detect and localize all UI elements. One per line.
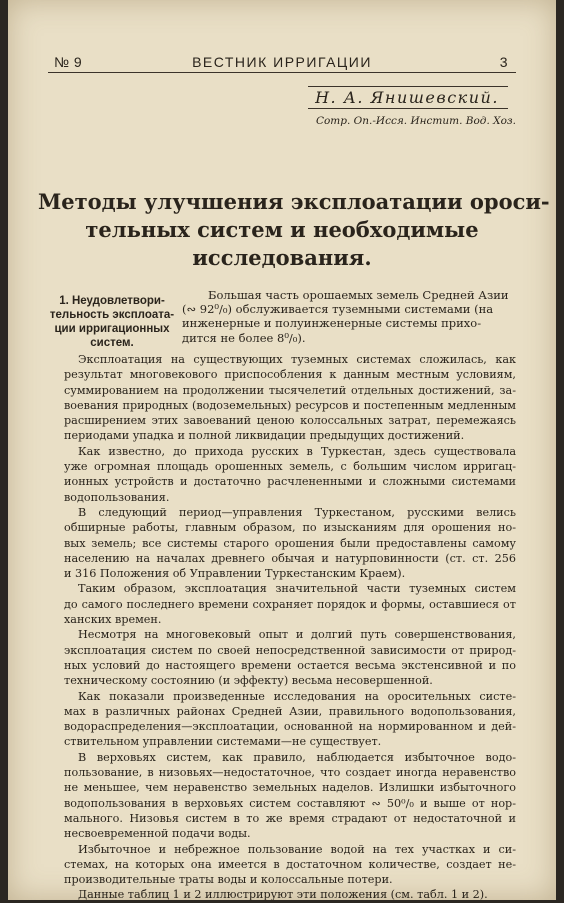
paragraph-line: обширные работы, главным образом, по изысканиям для орошения но- xyxy=(64,521,516,535)
journal-page xyxy=(8,0,556,900)
paragraph-line: Как известно, до прихода русских в Туркестан, здесь существовала xyxy=(78,444,516,458)
paragraph-line: Несмотря на многовековый опыт и долгий путь совершенствования, xyxy=(78,628,516,642)
lead-paragraph xyxy=(182,288,514,345)
paragraph-line: результат многовекового приспособления к данным местным условиям, xyxy=(64,368,516,382)
title-line: исследования. xyxy=(192,245,372,270)
paragraph-line: водопользования. xyxy=(64,490,170,504)
sidehead-line: систем. xyxy=(90,337,134,349)
paragraph-line: воевания природных (водоземельных) ресурсов и постепенным медленным xyxy=(64,398,516,412)
body-paragraph xyxy=(64,627,516,688)
paragraph-line: эксплоатация систем по своей непосредственной зависимости от природ- xyxy=(64,643,516,657)
author-rule-bottom xyxy=(308,108,508,109)
paragraph-line: техническому состоянию (и эффекту) весьма несовершенной. xyxy=(64,674,433,688)
body-paragraph xyxy=(64,505,516,581)
body-text xyxy=(64,352,516,903)
running-head xyxy=(48,52,516,73)
paragraph-line: водораспределения—эксплоатации, основанной на нормированном и дей- xyxy=(64,720,516,734)
lead-line: дится не более 8⁰/₀). xyxy=(182,330,306,345)
paragraph-line: Таким образом, эксплоатация значительной части туземных систем xyxy=(78,582,516,596)
paragraph-line: ионных устройств и достаточно расчлененными и сложными системами xyxy=(64,475,516,489)
paragraph-line: В следующий период—управления Туркестаном, русскими велись xyxy=(78,505,516,519)
sidehead-line: 1. Неудовлетвори- xyxy=(59,295,165,307)
body-paragraph xyxy=(64,689,516,750)
paragraph-line: ствительном управлении системами—не существует. xyxy=(64,735,382,749)
issue-number: № 9 xyxy=(54,54,83,70)
article-title xyxy=(38,188,550,272)
paragraph-line: Данные таблиц 1 и 2 иллюстрируют эти положения (см. табл. 1 и 2). xyxy=(78,888,488,902)
paragraph-line: Как показали произведенные исследования на оросительных систе- xyxy=(78,689,516,703)
title-line: тельных систем и необходимые xyxy=(85,217,479,242)
paragraph-line: Избыточное и небрежное пользование водой на тех участках и си- xyxy=(78,842,516,856)
author-affiliation: Сотр. Оп.-Исся. Инстит. Вод. Хоз. xyxy=(315,115,516,127)
body-paragraph xyxy=(64,842,516,888)
sidehead-line: ции ирригационных xyxy=(54,323,170,335)
title-line: Методы улучшения эксплоатации ороси- xyxy=(38,189,550,214)
paragraph-line: расширением этих завоеваний ценою колоссальных затрат, перемежаясь xyxy=(64,414,516,428)
paragraph-line: мах в различных районах Средней Азии, правильного водопользования, xyxy=(64,704,516,718)
author-name: Н. А. Янишевский. xyxy=(315,88,499,107)
paragraph-line: ных условий до настоящего времени остается весьма экстенсивной и по xyxy=(64,658,516,672)
paragraph-line: водопользования в верховьях систем составляют ∾ 50⁰/₀ и выше от нор- xyxy=(64,796,516,810)
paragraph-line: производительные траты воды и колоссальные потери. xyxy=(64,873,393,887)
body-paragraph xyxy=(64,444,516,505)
paragraph-line: и 316 Положения об Управлении Туркестанским Краем). xyxy=(64,567,406,581)
lead-line: Большая часть орошаемых земель Средней Азии xyxy=(208,288,509,302)
paragraph-line: суммированием на продолжении тысячелетий отдельных достижений, за- xyxy=(64,383,516,397)
section-sidehead xyxy=(44,294,180,350)
paragraph-line: стемах, на которых она имеется в достаточном количестве, создает не- xyxy=(64,857,516,871)
body-paragraph xyxy=(64,887,516,902)
author-rule-top xyxy=(308,86,508,87)
paragraph-line: вых земель; все системы старого орошения были предоставлены самому xyxy=(64,536,516,550)
paragraph-line: мального. Низовья систем в то же время страдают от недостаточной и xyxy=(64,811,516,825)
body-paragraph xyxy=(64,750,516,842)
body-paragraph xyxy=(64,581,516,627)
paragraph-line: ханских времен. xyxy=(64,613,162,627)
lead-line: (∾ 92⁰/₀) обслуживается туземными системами (на xyxy=(182,302,494,317)
paragraph-line: населению на началах древнего обычая и натурповинности (ст. ст. 256 xyxy=(64,551,516,565)
paragraph-line: уже огромная площадь орошенных земель, с большим числом ирригац- xyxy=(64,460,516,474)
paragraph-line: Эксплоатация на существующих туземных системах сложилась, как xyxy=(78,353,516,366)
sidehead-line: тельность эксплоата- xyxy=(49,309,175,321)
page-number: 3 xyxy=(499,54,508,70)
paragraph-line: несвоевременной подачи воды. xyxy=(64,827,251,841)
paragraph-line: не меньшее, чем неравенство земельных наделов. Излишки избыточного xyxy=(64,781,516,795)
paragraph-line: периодами упадка и полной ликвидации предыдущих достижений. xyxy=(64,429,465,443)
paragraph-line: до самого последнего времени сохраняет порядок и формы, оставшиеся от xyxy=(64,597,516,611)
paragraph-line: пользование, в низовьях—недостаточное, что создает иногда неравенство xyxy=(64,766,516,780)
lead-line: инженерные и полуинженерные системы прихо- xyxy=(182,316,482,331)
body-paragraph xyxy=(64,352,516,444)
journal-title: ВЕСТНИК ИРРИГАЦИИ xyxy=(192,54,372,70)
paragraph-line: В верховьях систем, как правило, наблюдается избыточное водо- xyxy=(78,750,516,764)
